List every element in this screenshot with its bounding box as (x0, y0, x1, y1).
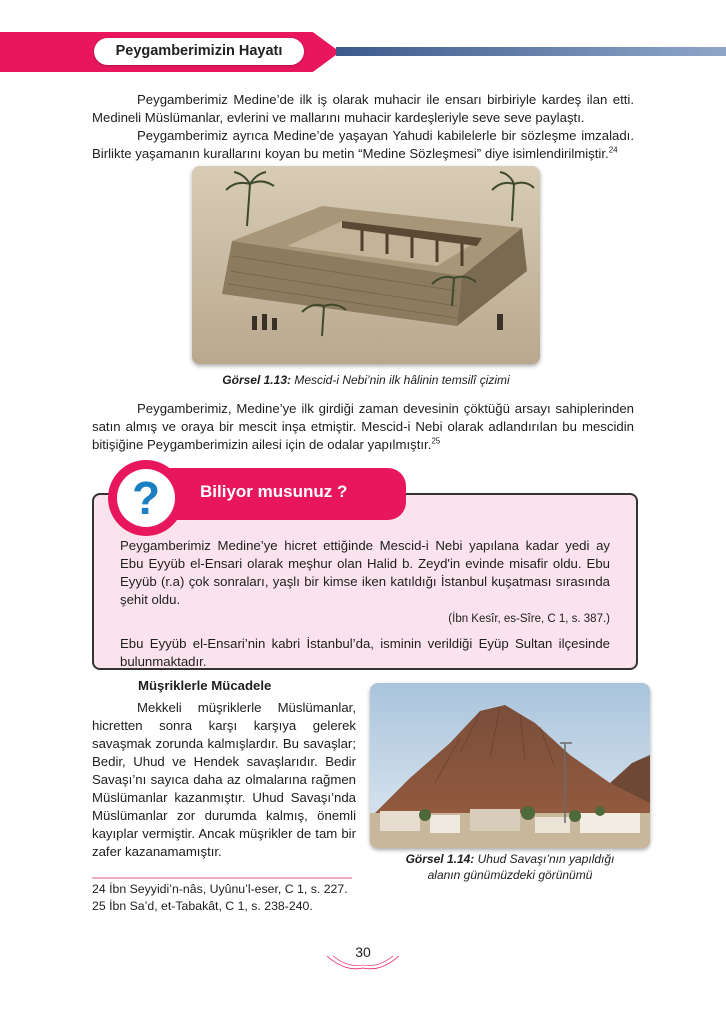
footnote-25: 25 İbn Sa’d, et-Tabakât, C 1, s. 238-240. (92, 899, 313, 913)
mosque-sketch-image (192, 166, 540, 364)
footnote-24: 24 İbn Seyyidi’n-nâs, Uyûnu’l-eser, C 1, s. 227. (92, 882, 348, 896)
footnote-ref-25: 25 (431, 436, 441, 446)
question-mark-icon: ? (131, 472, 161, 524)
info-box-paragraph-1: Peygamberimiz Medine’ye hicret ettiğinde Mescid-i Nebi yapılana kadar yedi ay Ebu Eyyüb el-Ensari olarak meşhur olan Halid b. Zeyd'in evinde misafir oldu. Ebu Eyyüb (r.a) çok sonraları, yaşlı bir kimse iken katıldığı İstanbul kuşatması sırasında şehit oldu. (120, 538, 610, 607)
info-box-text (120, 537, 610, 671)
info-box-paragraph-2: Ebu Eyyüb el-Ensari’nin kabri İstanbul’da, isminin verildiği Eyüp Sultan ilçesinde bulunmaktadır. (120, 636, 610, 669)
footnote-divider (92, 877, 352, 879)
header-rule (336, 47, 726, 56)
figure-1-caption: Görsel 1.13: Mescid-i Nebi’nin ilk hâlinin temsilî çizimi (222, 373, 510, 387)
figure-2-caption: Görsel 1.14: Uhud Savaşı’nın yapıldığı alanın günümüzdeki görünümü (405, 852, 615, 882)
intro-paragraph-2: Peygamberimiz ayrıca Medine’de yaşayan Yahudi kabilelerle bir sözleşme imzaladı. Birlikte yaşamanın kurallarını koyan bu metin “Medine Sözleşmesi” diye isimlendirilmiştir.$^{24}$ (92, 128, 634, 161)
chapter-title: Peygamberimizin Hayatı (94, 38, 304, 65)
page-number: 30 (355, 944, 371, 960)
section-text: Mekkeli müşriklerle Müslümanlar, hicretten sonra karşı karşıya gelerek savaşmak zorunda kalmışlardır. Bu savaşlar; Bedir, Uhud ve Hendek savaşlarıdır. Bedir Savaşı’nı sayıca daha az olmalarına rağmen Müslümanlar kazanmıştır. Uhud Savaşı’nda Müslümanlar zor durumda kalmış, önemli kayıplar vermiştir. Ancak müşrikler de tam bir zafer kazanamamıştır. (92, 700, 356, 859)
info-box-title: Biliyor musunuz ? (200, 482, 348, 501)
intro-paragraph-1: Peygamberimiz Medine’de ilk iş olarak muhacir ile ensarı birbiriyle kardeş ilan etti. Medineli Müslümanlar, evlerini ve mallarını muhacir kardeşleriyle seve seve paylaştı. (92, 92, 634, 125)
uhud-mountain-photo (370, 683, 650, 848)
section-heading: Müşriklerle Mücadele (138, 678, 272, 693)
footnotes (92, 881, 392, 915)
intro-text (92, 91, 634, 163)
mosque-paragraph: Peygamberimiz, Medine’ye ilk girdiği zaman devesinin çöktüğü arsayı sahiplerinden satın almış ve oraya bir mescit inşa etmiştir. Mescid-i Nebi olarak adlandırılan bu mescidin bitişiğine Peygamberimizin ailesi için de odalar yapılmıştır.$^{25}$ (92, 401, 634, 452)
info-box-source: (İbn Kesîr, es-Sîre, C 1, s. 387.) (448, 613, 610, 625)
footnote-ref-24: 24 (608, 145, 618, 155)
